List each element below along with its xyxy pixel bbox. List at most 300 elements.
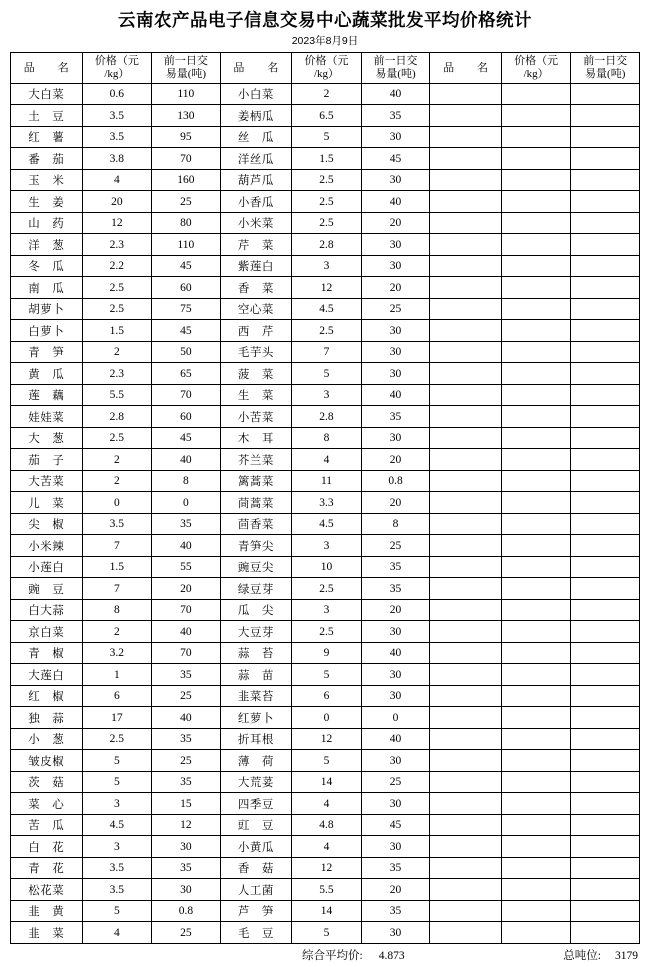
cell-price: 5 bbox=[292, 664, 362, 686]
cell-volume: 40 bbox=[361, 642, 430, 664]
table-row bbox=[11, 126, 640, 148]
cell-product-name bbox=[430, 922, 502, 944]
cell-product-name: 毛芋头 bbox=[220, 341, 292, 363]
cell-price: 3.5 bbox=[82, 857, 152, 879]
cell-price bbox=[501, 126, 571, 148]
cell-price bbox=[501, 793, 571, 815]
cell-price: 3.5 bbox=[82, 879, 152, 901]
cell-price: 2.5 bbox=[82, 427, 152, 449]
cell-price: 2.8 bbox=[292, 234, 362, 256]
cell-volume bbox=[571, 900, 640, 922]
cell-price: 2.5 bbox=[292, 191, 362, 213]
total-tonnage-label: 总吨位: bbox=[563, 949, 601, 962]
cell-price: 2.5 bbox=[292, 621, 362, 643]
cell-price: 12 bbox=[292, 277, 362, 299]
cell-price: 0 bbox=[82, 492, 152, 514]
cell-product-name: 青 笋 bbox=[11, 341, 83, 363]
cell-volume bbox=[571, 556, 640, 578]
cell-price: 1.5 bbox=[82, 556, 152, 578]
cell-volume: 30 bbox=[361, 169, 430, 191]
cell-product-name bbox=[430, 728, 502, 750]
cell-volume: 8 bbox=[152, 470, 221, 492]
cell-product-name bbox=[430, 126, 502, 148]
cell-volume bbox=[571, 298, 640, 320]
cell-volume: 35 bbox=[361, 578, 430, 600]
cell-price bbox=[501, 169, 571, 191]
cell-product-name: 小香瓜 bbox=[220, 191, 292, 213]
cell-product-name: 大荒荽 bbox=[220, 771, 292, 793]
cell-price: 0 bbox=[292, 707, 362, 729]
table-row bbox=[11, 879, 640, 901]
cell-price: 2 bbox=[82, 449, 152, 471]
cell-product-name: 小白菜 bbox=[220, 83, 292, 105]
column-header-name-3: 品 名 bbox=[430, 52, 502, 83]
cell-price: 4.5 bbox=[292, 513, 362, 535]
cell-product-name bbox=[430, 857, 502, 879]
cell-volume: 35 bbox=[361, 857, 430, 879]
table-row bbox=[11, 836, 640, 858]
cell-volume: 25 bbox=[152, 191, 221, 213]
cell-volume bbox=[571, 578, 640, 600]
cell-price: 4 bbox=[82, 922, 152, 944]
table-row bbox=[11, 750, 640, 772]
table-row bbox=[11, 255, 640, 277]
table-row bbox=[11, 728, 640, 750]
cell-product-name: 洋 葱 bbox=[11, 234, 83, 256]
cell-price bbox=[501, 255, 571, 277]
cell-price bbox=[501, 556, 571, 578]
cell-product-name: 薄 荷 bbox=[220, 750, 292, 772]
cell-price bbox=[501, 685, 571, 707]
cell-product-name: 娃娃菜 bbox=[11, 406, 83, 428]
cell-product-name bbox=[430, 578, 502, 600]
cell-product-name: 红 薯 bbox=[11, 126, 83, 148]
cell-product-name bbox=[430, 900, 502, 922]
cell-volume: 110 bbox=[152, 234, 221, 256]
cell-price: 6 bbox=[82, 685, 152, 707]
cell-price bbox=[501, 857, 571, 879]
cell-price bbox=[501, 191, 571, 213]
cell-product-name: 瓜 尖 bbox=[220, 599, 292, 621]
cell-product-name bbox=[430, 427, 502, 449]
cell-volume: 45 bbox=[152, 255, 221, 277]
cell-volume: 35 bbox=[361, 105, 430, 127]
cell-price bbox=[501, 900, 571, 922]
cell-product-name bbox=[430, 771, 502, 793]
cell-price: 2.3 bbox=[82, 234, 152, 256]
cell-volume: 65 bbox=[152, 363, 221, 385]
cell-volume bbox=[571, 427, 640, 449]
cell-volume bbox=[571, 320, 640, 342]
cell-price bbox=[501, 406, 571, 428]
cell-price bbox=[501, 320, 571, 342]
total-tonnage-summary bbox=[563, 947, 638, 963]
cell-price bbox=[501, 341, 571, 363]
cell-product-name: 茄 子 bbox=[11, 449, 83, 471]
cell-volume: 30 bbox=[361, 664, 430, 686]
column-header-price-line1: 价格（元 bbox=[94, 55, 139, 68]
column-header-price-line1: 价格（元 bbox=[304, 55, 349, 68]
cell-volume: 8 bbox=[361, 513, 430, 535]
cell-price: 17 bbox=[82, 707, 152, 729]
cell-price bbox=[501, 277, 571, 299]
cell-product-name: 香 菜 bbox=[220, 277, 292, 299]
cell-product-name: 西 芹 bbox=[220, 320, 292, 342]
cell-volume: 15 bbox=[152, 793, 221, 815]
cell-price: 12 bbox=[292, 728, 362, 750]
table-row bbox=[11, 298, 640, 320]
cell-product-name: 毛 豆 bbox=[220, 922, 292, 944]
cell-product-name: 豌 豆 bbox=[11, 578, 83, 600]
cell-volume bbox=[571, 707, 640, 729]
cell-price: 4.5 bbox=[82, 814, 152, 836]
table-row bbox=[11, 470, 640, 492]
cell-price bbox=[501, 664, 571, 686]
cell-product-name: 菠 菜 bbox=[220, 363, 292, 385]
cell-price: 12 bbox=[82, 212, 152, 234]
cell-product-name bbox=[430, 664, 502, 686]
cell-volume: 30 bbox=[152, 836, 221, 858]
cell-price bbox=[501, 922, 571, 944]
cell-volume: 30 bbox=[361, 793, 430, 815]
cell-product-name bbox=[430, 212, 502, 234]
cell-volume: 30 bbox=[361, 320, 430, 342]
column-header-volume-line1: 前一日交 bbox=[373, 55, 418, 68]
average-price-value: 4.873 bbox=[378, 949, 405, 962]
cell-volume bbox=[571, 470, 640, 492]
table-row bbox=[11, 384, 640, 406]
cell-product-name: 土 豆 bbox=[11, 105, 83, 127]
cell-product-name: 玉 米 bbox=[11, 169, 83, 191]
cell-price: 8 bbox=[82, 599, 152, 621]
cell-price: 1.5 bbox=[82, 320, 152, 342]
cell-volume: 0.8 bbox=[361, 470, 430, 492]
cell-volume: 40 bbox=[361, 728, 430, 750]
cell-volume bbox=[571, 836, 640, 858]
table-row bbox=[11, 169, 640, 191]
cell-price bbox=[501, 298, 571, 320]
table-row bbox=[11, 191, 640, 213]
cell-product-name bbox=[430, 814, 502, 836]
cell-price bbox=[501, 621, 571, 643]
cell-price: 4 bbox=[292, 449, 362, 471]
cell-product-name: 儿 菜 bbox=[11, 492, 83, 514]
cell-price: 2.5 bbox=[292, 169, 362, 191]
cell-price bbox=[501, 83, 571, 105]
cell-price bbox=[501, 363, 571, 385]
cell-price: 1 bbox=[82, 664, 152, 686]
cell-price: 11 bbox=[292, 470, 362, 492]
table-row bbox=[11, 148, 640, 170]
cell-price: 5 bbox=[82, 771, 152, 793]
cell-volume: 40 bbox=[361, 384, 430, 406]
cell-price bbox=[501, 599, 571, 621]
cell-volume: 25 bbox=[361, 298, 430, 320]
cell-product-name: 韭 菜 bbox=[11, 922, 83, 944]
cell-product-name bbox=[430, 384, 502, 406]
table-row bbox=[11, 599, 640, 621]
cell-price: 3 bbox=[292, 255, 362, 277]
cell-volume: 70 bbox=[152, 599, 221, 621]
cell-price: 5 bbox=[292, 126, 362, 148]
cell-volume bbox=[571, 771, 640, 793]
cell-price: 3 bbox=[82, 793, 152, 815]
table-row bbox=[11, 664, 640, 686]
cell-volume bbox=[571, 922, 640, 944]
cell-product-name: 小苦菜 bbox=[220, 406, 292, 428]
table-row bbox=[11, 535, 640, 557]
cell-product-name: 独 蒜 bbox=[11, 707, 83, 729]
cell-volume: 50 bbox=[152, 341, 221, 363]
cell-product-name bbox=[430, 406, 502, 428]
cell-product-name: 芹 菜 bbox=[220, 234, 292, 256]
cell-price: 0.6 bbox=[82, 83, 152, 105]
cell-price: 9 bbox=[292, 642, 362, 664]
cell-volume: 35 bbox=[152, 728, 221, 750]
cell-volume bbox=[571, 857, 640, 879]
table-header bbox=[11, 52, 640, 83]
cell-volume: 20 bbox=[361, 492, 430, 514]
cell-product-name: 南 瓜 bbox=[11, 277, 83, 299]
column-header-volume-line2: 易量(吨) bbox=[375, 67, 416, 80]
column-header-price-line1: 价格（元 bbox=[514, 55, 559, 68]
cell-product-name bbox=[430, 83, 502, 105]
cell-product-name: 四季豆 bbox=[220, 793, 292, 815]
cell-product-name: 青笋尖 bbox=[220, 535, 292, 557]
cell-price: 2.5 bbox=[292, 212, 362, 234]
cell-product-name bbox=[430, 685, 502, 707]
cell-product-name bbox=[430, 642, 502, 664]
column-header-price-2 bbox=[292, 52, 362, 83]
cell-product-name: 青 椒 bbox=[11, 642, 83, 664]
cell-volume: 20 bbox=[361, 879, 430, 901]
cell-product-name bbox=[430, 707, 502, 729]
cell-product-name bbox=[430, 556, 502, 578]
cell-price bbox=[501, 427, 571, 449]
cell-volume: 30 bbox=[361, 255, 430, 277]
report-date: 2023年8月9日 bbox=[291, 34, 359, 47]
cell-product-name: 空心菜 bbox=[220, 298, 292, 320]
cell-volume: 30 bbox=[361, 363, 430, 385]
cell-product-name: 生 菜 bbox=[220, 384, 292, 406]
cell-product-name: 洋丝瓜 bbox=[220, 148, 292, 170]
cell-volume: 40 bbox=[152, 621, 221, 643]
table-row bbox=[11, 492, 640, 514]
cell-volume: 25 bbox=[361, 535, 430, 557]
cell-volume bbox=[571, 341, 640, 363]
table-row bbox=[11, 320, 640, 342]
cell-volume: 30 bbox=[361, 750, 430, 772]
cell-product-name bbox=[430, 105, 502, 127]
cell-product-name: 紫莲白 bbox=[220, 255, 292, 277]
cell-price: 3 bbox=[82, 836, 152, 858]
cell-price bbox=[501, 578, 571, 600]
cell-price: 4.5 bbox=[292, 298, 362, 320]
cell-product-name: 茼蒿菜 bbox=[220, 492, 292, 514]
cell-price bbox=[501, 836, 571, 858]
cell-price: 2.3 bbox=[82, 363, 152, 385]
cell-price: 5 bbox=[292, 750, 362, 772]
cell-volume bbox=[571, 642, 640, 664]
cell-product-name: 京白菜 bbox=[11, 621, 83, 643]
table-row bbox=[11, 234, 640, 256]
column-header-price-1 bbox=[82, 52, 152, 83]
cell-price: 3 bbox=[292, 599, 362, 621]
cell-product-name bbox=[430, 599, 502, 621]
cell-product-name bbox=[430, 320, 502, 342]
cell-price: 4 bbox=[82, 169, 152, 191]
cell-price: 14 bbox=[292, 900, 362, 922]
cell-price: 4 bbox=[292, 793, 362, 815]
cell-price: 7 bbox=[292, 341, 362, 363]
cell-volume bbox=[571, 664, 640, 686]
cell-price bbox=[501, 513, 571, 535]
cell-product-name: 芦 笋 bbox=[220, 900, 292, 922]
cell-price: 2.8 bbox=[292, 406, 362, 428]
cell-volume: 35 bbox=[152, 513, 221, 535]
table-row bbox=[11, 578, 640, 600]
cell-product-name bbox=[430, 341, 502, 363]
cell-volume bbox=[571, 363, 640, 385]
cell-product-name: 大 葱 bbox=[11, 427, 83, 449]
total-tonnage-value: 3179 bbox=[615, 949, 638, 962]
cell-volume: 35 bbox=[361, 406, 430, 428]
cell-volume: 0.8 bbox=[152, 900, 221, 922]
cell-product-name: 香 菇 bbox=[220, 857, 292, 879]
cell-product-name: 番 茄 bbox=[11, 148, 83, 170]
cell-price: 3.8 bbox=[82, 148, 152, 170]
table-row bbox=[11, 513, 640, 535]
cell-volume: 55 bbox=[152, 556, 221, 578]
cell-product-name bbox=[430, 535, 502, 557]
page-title: 云南农产品电子信息交易中心蔬菜批发平均价格统计 bbox=[118, 10, 532, 30]
table-row bbox=[11, 556, 640, 578]
cell-product-name: 小米辣 bbox=[11, 535, 83, 557]
table-row bbox=[11, 642, 640, 664]
cell-volume: 30 bbox=[361, 621, 430, 643]
cell-price: 20 bbox=[82, 191, 152, 213]
column-header-name-2: 品 名 bbox=[220, 52, 292, 83]
cell-volume: 30 bbox=[361, 234, 430, 256]
table-row bbox=[11, 406, 640, 428]
cell-volume: 30 bbox=[361, 922, 430, 944]
cell-product-name: 篱蒿菜 bbox=[220, 470, 292, 492]
cell-product-name: 大苦菜 bbox=[11, 470, 83, 492]
cell-price: 2.5 bbox=[82, 728, 152, 750]
column-header-price-line2: /kg） bbox=[523, 67, 549, 80]
cell-volume: 110 bbox=[152, 83, 221, 105]
cell-product-name: 小黄瓜 bbox=[220, 836, 292, 858]
cell-product-name: 红 椒 bbox=[11, 685, 83, 707]
cell-price: 3.2 bbox=[82, 642, 152, 664]
cell-volume: 30 bbox=[361, 341, 430, 363]
cell-price: 2.8 bbox=[82, 406, 152, 428]
cell-price bbox=[501, 492, 571, 514]
cell-product-name: 小莲白 bbox=[11, 556, 83, 578]
cell-volume: 45 bbox=[361, 814, 430, 836]
cell-product-name: 蒜 苔 bbox=[220, 642, 292, 664]
cell-price: 3.3 bbox=[292, 492, 362, 514]
cell-volume: 0 bbox=[361, 707, 430, 729]
cell-product-name: 木 耳 bbox=[220, 427, 292, 449]
cell-volume: 40 bbox=[361, 191, 430, 213]
cell-price: 5 bbox=[82, 750, 152, 772]
cell-volume bbox=[571, 599, 640, 621]
cell-volume: 45 bbox=[152, 427, 221, 449]
cell-product-name: 松花菜 bbox=[11, 879, 83, 901]
column-header-volume-3 bbox=[571, 52, 640, 83]
cell-product-name bbox=[430, 836, 502, 858]
cell-product-name: 小 葱 bbox=[11, 728, 83, 750]
cell-price: 12 bbox=[292, 857, 362, 879]
cell-volume bbox=[571, 234, 640, 256]
cell-volume: 75 bbox=[152, 298, 221, 320]
table-row bbox=[11, 814, 640, 836]
cell-product-name: 苦 瓜 bbox=[11, 814, 83, 836]
table-row bbox=[11, 685, 640, 707]
table-row bbox=[11, 212, 640, 234]
cell-volume: 70 bbox=[152, 642, 221, 664]
table-footer bbox=[10, 947, 640, 965]
cell-volume: 45 bbox=[361, 148, 430, 170]
cell-product-name: 小米菜 bbox=[220, 212, 292, 234]
cell-product-name: 皱皮椒 bbox=[11, 750, 83, 772]
cell-price: 5 bbox=[82, 900, 152, 922]
cell-volume bbox=[571, 728, 640, 750]
average-price-summary bbox=[302, 947, 405, 963]
cell-price bbox=[501, 234, 571, 256]
cell-volume: 35 bbox=[152, 857, 221, 879]
cell-volume: 45 bbox=[152, 320, 221, 342]
cell-volume: 30 bbox=[361, 427, 430, 449]
cell-product-name bbox=[430, 492, 502, 514]
cell-price: 2 bbox=[82, 341, 152, 363]
cell-volume: 35 bbox=[152, 771, 221, 793]
cell-price bbox=[501, 750, 571, 772]
cell-volume: 20 bbox=[152, 578, 221, 600]
cell-product-name: 豇 豆 bbox=[220, 814, 292, 836]
table-row bbox=[11, 707, 640, 729]
cell-price: 5 bbox=[292, 363, 362, 385]
cell-volume bbox=[571, 212, 640, 234]
cell-product-name: 葫芦瓜 bbox=[220, 169, 292, 191]
cell-volume: 25 bbox=[152, 685, 221, 707]
cell-price bbox=[501, 105, 571, 127]
cell-product-name: 胡萝卜 bbox=[11, 298, 83, 320]
cell-product-name: 韭 黄 bbox=[11, 900, 83, 922]
cell-price bbox=[501, 879, 571, 901]
column-header-volume-2 bbox=[361, 52, 430, 83]
cell-price: 8 bbox=[292, 427, 362, 449]
table-row bbox=[11, 621, 640, 643]
cell-volume: 70 bbox=[152, 384, 221, 406]
cell-volume: 0 bbox=[152, 492, 221, 514]
cell-product-name: 青 花 bbox=[11, 857, 83, 879]
cell-price bbox=[501, 449, 571, 471]
column-header-volume-1 bbox=[152, 52, 221, 83]
cell-product-name bbox=[430, 277, 502, 299]
table-row bbox=[11, 900, 640, 922]
cell-price: 1.5 bbox=[292, 148, 362, 170]
cell-price: 2 bbox=[82, 470, 152, 492]
cell-volume bbox=[571, 685, 640, 707]
cell-price bbox=[501, 384, 571, 406]
cell-product-name: 山 药 bbox=[11, 212, 83, 234]
cell-volume bbox=[571, 384, 640, 406]
cell-product-name bbox=[430, 793, 502, 815]
cell-product-name: 红萝卜 bbox=[220, 707, 292, 729]
cell-price: 6.5 bbox=[292, 105, 362, 127]
